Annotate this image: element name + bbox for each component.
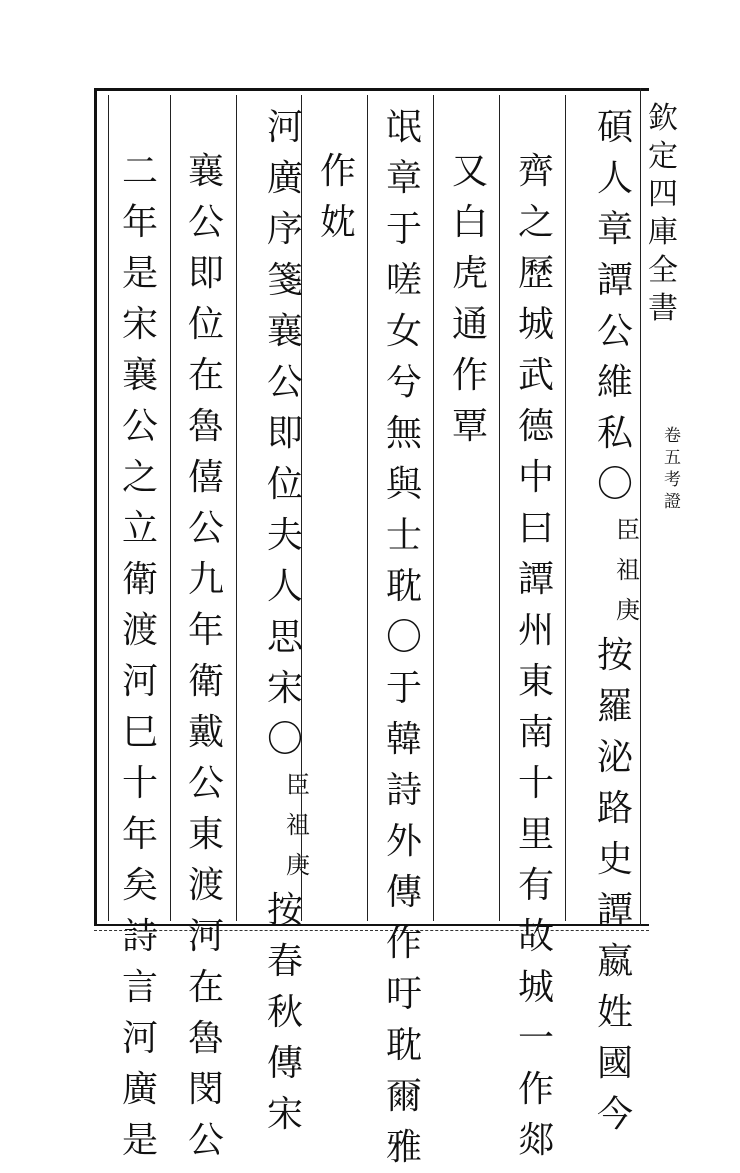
glyph: 章 (385, 158, 422, 199)
glyph: 譚 (517, 559, 554, 600)
column-rule (170, 95, 171, 921)
glyph: 襄 (187, 151, 224, 192)
glyph: 欽 (648, 101, 678, 136)
glyph: 宋 (266, 668, 303, 709)
glyph: 庚 (616, 596, 640, 624)
glyph: 一 (517, 1018, 554, 1059)
glyph: 〇 (385, 617, 422, 658)
glyph: 書 (648, 291, 678, 326)
glyph: 衛 (121, 559, 158, 600)
glyph: 又 (451, 151, 488, 192)
column-rule (565, 95, 566, 921)
glyph: 渡 (187, 865, 224, 906)
glyph: 僖 (187, 457, 224, 498)
glyph: 廣 (266, 158, 303, 199)
glyph: 位 (266, 464, 303, 505)
glyph: 碩 (596, 107, 633, 148)
glyph: 譚 (596, 890, 633, 931)
glyph: 作 (517, 1069, 554, 1110)
glyph: 作 (385, 923, 422, 964)
column-text (265, 102, 305, 765)
glyph: 州 (517, 610, 554, 651)
glyph: 河 (121, 661, 158, 702)
glyph: 是 (121, 253, 158, 294)
glyph: 德 (517, 406, 554, 447)
glyph: 人 (266, 566, 303, 607)
glyph: 即 (187, 253, 224, 294)
glyph: 思 (266, 617, 303, 658)
glyph: 爾 (385, 1076, 422, 1117)
glyph: 有 (517, 865, 554, 906)
column-text (384, 102, 424, 1173)
glyph: 私 (596, 413, 633, 454)
glyph: 宋 (121, 304, 158, 345)
glyph: 臣 (616, 516, 640, 544)
glyph: 曰 (517, 508, 554, 549)
glyph: 歷 (517, 253, 554, 294)
glyph: 庫 (648, 215, 678, 250)
glyph: 公 (187, 1120, 224, 1161)
glyph: 于 (385, 209, 422, 250)
glyph: 國 (596, 1043, 633, 1084)
column-text (265, 885, 305, 1140)
glyph: 言 (121, 967, 158, 1008)
glyph: 譚 (596, 260, 633, 301)
glyph: 氓 (385, 107, 422, 148)
glyph: 外 (385, 821, 422, 862)
glyph: 十 (121, 763, 158, 804)
glyph: 箋 (266, 260, 303, 301)
glyph: 無 (385, 413, 422, 454)
glyph: 立 (121, 508, 158, 549)
glyph: 士 (385, 515, 422, 556)
glyph: 人 (596, 158, 633, 199)
glyph: 臣 (286, 771, 310, 799)
glyph: 公 (187, 763, 224, 804)
column-text (186, 146, 226, 1166)
glyph: 公 (187, 202, 224, 243)
glyph: 位 (187, 304, 224, 345)
glyph: 定 (648, 139, 678, 174)
text-column-6 (252, 102, 318, 1140)
glyph: 詩 (121, 916, 158, 957)
glyph: 雅 (385, 1127, 422, 1168)
glyph: 作 (451, 355, 488, 396)
chapter-label-margin (664, 425, 681, 513)
glyph: 城 (517, 304, 554, 345)
column-text (516, 146, 556, 1166)
glyph: 耽 (385, 566, 422, 607)
glyph: 全 (648, 253, 678, 288)
glyph: 今 (596, 1094, 633, 1135)
glyph: 考 (664, 470, 681, 490)
glyph: 祖 (286, 811, 310, 839)
glyph: 按 (266, 890, 303, 931)
glyph: 二 (121, 151, 158, 192)
column-text (595, 630, 635, 1140)
column-rule (367, 95, 368, 921)
glyph: 公 (596, 311, 633, 352)
glyph: 公 (266, 362, 303, 403)
glyph: 矣 (121, 865, 158, 906)
glyph: 羅 (596, 686, 633, 727)
glyph: 兮 (385, 362, 422, 403)
glyph: 妉 (319, 202, 356, 243)
glyph: 河 (266, 107, 303, 148)
glyph: 魯 (187, 406, 224, 447)
glyph: 宋 (266, 1094, 303, 1135)
glyph: 按 (596, 635, 633, 676)
glyph: 泌 (596, 737, 633, 778)
glyph: 渡 (121, 610, 158, 651)
glyph: 傳 (385, 872, 422, 913)
glyph: 春 (266, 941, 303, 982)
glyph: 齊 (517, 151, 554, 192)
glyph: 魯 (187, 1018, 224, 1059)
glyph: 路 (596, 788, 633, 829)
annotation-chen-zugeng (278, 765, 318, 885)
glyph: 年 (121, 814, 158, 855)
glyph: 韓 (385, 719, 422, 760)
glyph: 河 (121, 1018, 158, 1059)
glyph: 襄 (121, 355, 158, 396)
annotation-chen-zugeng (608, 510, 648, 630)
glyph: 〇 (266, 719, 303, 760)
glyph: 郯 (517, 1120, 554, 1161)
glyph: 河 (187, 916, 224, 957)
text-column-7 (186, 102, 226, 1166)
text-column-4 (384, 102, 424, 1173)
column-text (120, 146, 160, 1166)
column-text (450, 146, 490, 452)
glyph: 傳 (266, 1043, 303, 1084)
glyph: 故 (517, 916, 554, 957)
glyph: 武 (517, 355, 554, 396)
glyph: 年 (187, 610, 224, 651)
glyph: 覃 (451, 406, 488, 447)
glyph: 公 (187, 508, 224, 549)
glyph: 嗟 (385, 260, 422, 301)
glyph: 東 (187, 814, 224, 855)
glyph: 耽 (385, 1025, 422, 1066)
glyph: 與 (385, 464, 422, 505)
glyph: 里 (517, 814, 554, 855)
glyph: 城 (517, 967, 554, 1008)
glyph: 之 (517, 202, 554, 243)
text-column-1 (582, 102, 648, 1140)
text-column-5 (318, 102, 358, 248)
column-text (318, 146, 358, 248)
glyph: 中 (517, 457, 554, 498)
glyph: 夫 (266, 515, 303, 556)
column-rule (108, 95, 109, 921)
book-title-margin (646, 100, 680, 328)
glyph: 吁 (385, 974, 422, 1015)
glyph: 白 (451, 202, 488, 243)
glyph: 九 (187, 559, 224, 600)
glyph: 章 (596, 209, 633, 250)
glyph: 詩 (385, 770, 422, 811)
column-rule (499, 95, 500, 921)
glyph: 在 (187, 355, 224, 396)
text-column-2 (516, 102, 556, 1166)
glyph: 嬴 (596, 941, 633, 982)
glyph: 虎 (451, 253, 488, 294)
glyph: 于 (385, 668, 422, 709)
text-column-3 (450, 102, 490, 452)
glyph: 秋 (266, 992, 303, 1033)
glyph: 廣 (121, 1069, 158, 1110)
glyph: 五 (664, 448, 681, 468)
glyph: 巳 (121, 712, 158, 753)
glyph: 之 (121, 457, 158, 498)
glyph: 年 (121, 202, 158, 243)
glyph: 通 (451, 304, 488, 345)
glyph: 十 (517, 763, 554, 804)
glyph: 南 (517, 712, 554, 753)
glyph: 衛 (187, 661, 224, 702)
glyph: 祖 (616, 556, 640, 584)
text-column-8 (120, 102, 160, 1166)
column-text (595, 102, 635, 510)
glyph: 庚 (286, 851, 310, 879)
glyph: 是 (121, 1120, 158, 1161)
glyph: 序 (266, 209, 303, 250)
column-rule (433, 95, 434, 921)
glyph: 卷 (664, 426, 681, 446)
bottom-dashed-border (94, 930, 649, 931)
glyph: 〇 (596, 464, 633, 505)
glyph: 證 (664, 492, 681, 512)
glyph: 史 (596, 839, 633, 880)
glyph: 即 (266, 413, 303, 454)
glyph: 戴 (187, 712, 224, 753)
glyph: 四 (648, 177, 678, 212)
glyph: 東 (517, 661, 554, 702)
glyph: 公 (121, 406, 158, 447)
glyph: 維 (596, 362, 633, 403)
glyph: 在 (187, 967, 224, 1008)
glyph: 襄 (266, 311, 303, 352)
glyph: 女 (385, 311, 422, 352)
glyph: 作 (319, 151, 356, 192)
glyph: 姓 (596, 992, 633, 1033)
column-rule (236, 95, 237, 921)
glyph: 閔 (187, 1069, 224, 1110)
